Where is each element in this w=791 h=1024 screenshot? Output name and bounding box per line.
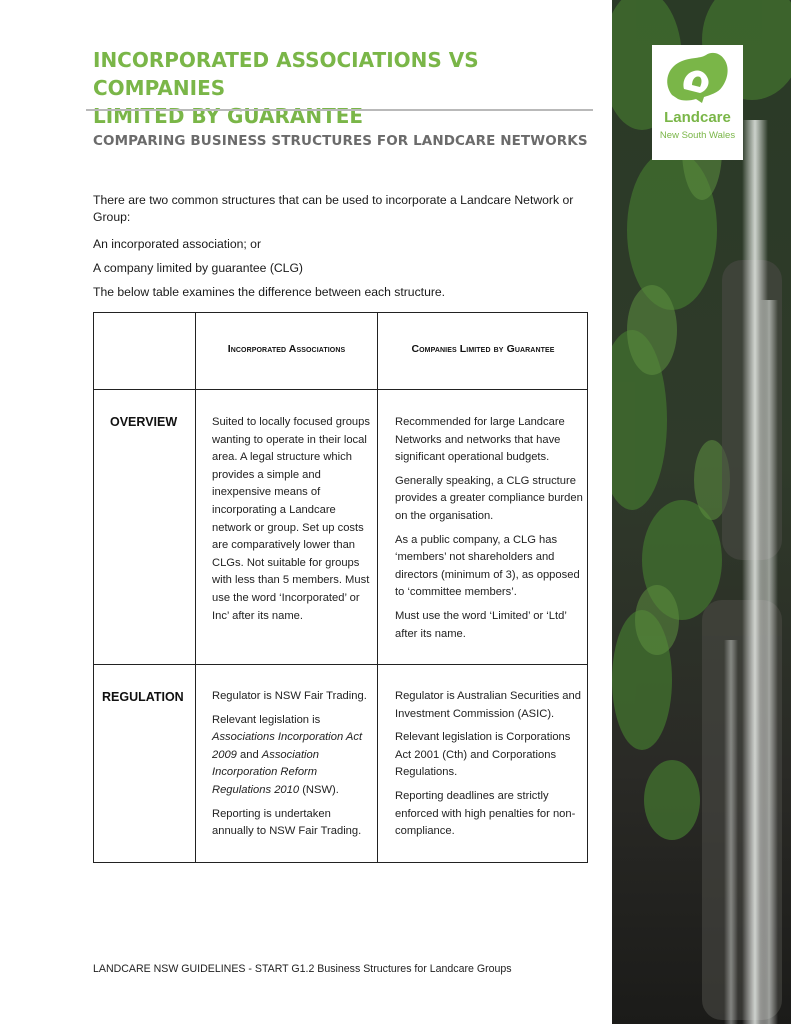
col-header-companies-limited-by-guarantee: Companies Limited by Guarantee <box>411 343 555 355</box>
col-header-incorporated-associations: Incorporated Associations <box>227 343 346 355</box>
page-title-line1: INCORPORATED ASSOCIATIONS VS COMPANIES <box>93 48 479 100</box>
overview-clg-p4: Must use the word ‘Limited’ or ‘Ltd’ after its name. <box>395 609 567 640</box>
regulation-ia-p2-a: Relevant legislation is <box>212 713 321 726</box>
regulation-ia-p2-c: and <box>236 748 262 761</box>
intro-option-association: An incorporated association; or <box>93 237 262 251</box>
regulation-clg <box>395 688 583 847</box>
table-col-divider <box>377 313 378 862</box>
intro-section <box>93 192 603 308</box>
regulation-ia-p3: Reporting is undertaken annually to NSW Fair Trading. <box>212 807 362 838</box>
regulation-ia-p1: Regulator is NSW Fair Trading. <box>212 690 367 702</box>
row-label-overview: OVERVIEW <box>110 415 178 429</box>
comparison-table <box>93 312 588 863</box>
page-subtitle: COMPARING BUSINESS STRUCTURES FOR LANDCARE NETWORKS <box>93 133 588 149</box>
intro-option-clg: A company limited by guarantee (CLG) <box>93 261 303 275</box>
logo-name: Landcare <box>664 109 731 126</box>
regulation-ia-p2-e: (NSW). <box>299 783 339 796</box>
overview-ia-text: Suited to locally focused groups wanting to operate in their local area. A legal structure which provides a simple and inexpensive means of incorporating a Landcare network or group. Set up costs are comparatively lower than CLGs. Not suitable for groups with less than 5 members. Must use the word ‘Incorporated’ or Inc’ after its name. <box>212 416 370 622</box>
regulation-ia-p2 <box>212 712 372 800</box>
title-divider <box>86 109 593 111</box>
overview-clg-p1: Recommended for large Landcare Networks and networks that have significant operational budgets. <box>395 416 565 464</box>
regulation-ia-act: Associations Incorporation Act 2009 <box>212 731 363 761</box>
regulation-clg-p2: Relevant legislation is Corporations Act 2001 (Cth) and Corporations Regulations. <box>395 731 571 779</box>
regulation-incorporated-associations <box>212 688 372 847</box>
overview-incorporated-associations <box>212 414 372 631</box>
regulation-clg-p1: Regulator is Australian Securities and Investment Commission (ASIC). <box>395 690 581 720</box>
overview-clg <box>395 414 583 649</box>
overview-clg-p2: Generally speaking, a CLG structure provides a greater compliance burden on the organisation. <box>395 474 583 522</box>
table-row-divider <box>94 389 587 390</box>
table-col-divider <box>195 313 196 862</box>
table-row-divider <box>94 664 587 665</box>
regulation-clg-p3: Reporting deadlines are strictly enforced with high penalties for non-compliance. <box>395 789 576 838</box>
regulation-ia-regulations: Association Incorporation Reform Regulations 2010 <box>212 748 319 796</box>
intro-paragraph: There are two common structures that can be used to incorporate a Landcare Network or Group: <box>93 193 574 224</box>
page-title <box>93 46 593 130</box>
landcare-hands-australia-icon <box>652 45 743 107</box>
page-title-line2: LIMITED BY GUARANTEE <box>93 104 364 128</box>
overview-clg-p3: As a public company, a CLG has ‘members’ not shareholders and directors (minimum of 3), as opposed to ‘committee members’. <box>395 533 580 599</box>
logo-subtitle: New South Wales <box>659 130 736 141</box>
page-footer: LANDCARE NSW GUIDELINES - START G1.2 Business Structures for Landcare Groups <box>93 963 512 975</box>
landcare-logo <box>652 45 743 160</box>
intro-table-lead: The below table examines the difference between each structure. <box>93 285 446 299</box>
row-label-regulation: REGULATION <box>102 690 184 704</box>
